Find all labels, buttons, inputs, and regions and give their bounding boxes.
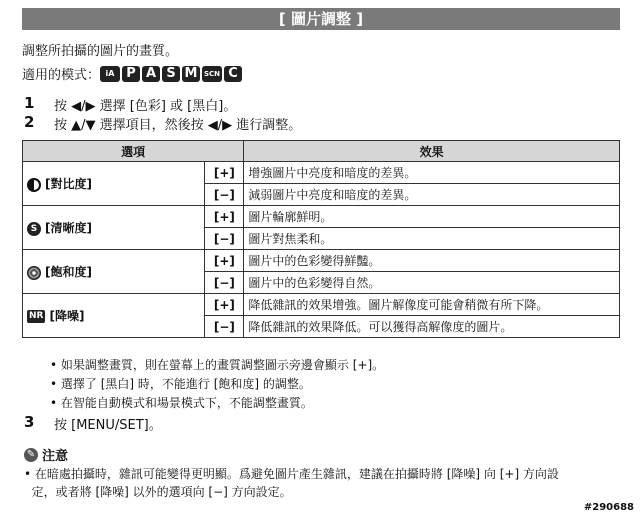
mode-a-icon: A xyxy=(142,66,160,82)
step-text: 按 ▲/▼ 選擇項目，然後按 ◀/▶ 進行調整。 xyxy=(54,118,302,133)
step-number: 1 xyxy=(24,94,35,112)
section-title: [ 圖片調整 ] xyxy=(22,8,620,30)
header-effect: 效果 xyxy=(244,141,620,162)
minus-effect: 減弱圖片中亮度和暗度的差異。 xyxy=(244,184,620,206)
effects-table xyxy=(22,140,620,338)
plus-effect: 增強圖片中亮度和暗度的差異。 xyxy=(244,162,620,184)
mode-scn-icon: SCN xyxy=(202,66,222,82)
note-line: 定，或者將 [降噪] 以外的選項向 [−] 方向設定。 xyxy=(24,485,292,499)
saturation-icon xyxy=(27,266,41,280)
mode-c-icon: C xyxy=(224,66,242,82)
table-row xyxy=(23,250,620,272)
step-text: 按 [MENU/SET]。 xyxy=(54,418,162,433)
modes-label: 適用的模式： xyxy=(22,68,101,83)
nr-icon: NR xyxy=(29,311,44,321)
plus-sign: [+] xyxy=(205,162,244,184)
option-sharpness xyxy=(23,206,205,250)
option-saturation xyxy=(23,250,205,294)
step-number: 2 xyxy=(24,113,35,131)
pencil-icon: ✎ xyxy=(24,448,38,462)
option-label: [降噪] xyxy=(49,309,85,323)
option-noise-reduction xyxy=(23,294,205,338)
plus-sign: [+] xyxy=(205,294,244,316)
mode-ia-icon: iA xyxy=(100,66,120,82)
plus-effect: 圖片中的色彩變得鮮豔。 xyxy=(244,250,620,272)
table-row xyxy=(23,206,620,228)
bullet-note: • 選擇了 [黑白] 時，不能進行 [飽和度] 的調整。 xyxy=(50,377,311,391)
minus-sign: [−] xyxy=(205,272,244,294)
bullet-note: • 如果調整畫質，則在螢幕上的畫質調整圖示旁邊會顯示 [+]。 xyxy=(50,358,385,372)
minus-sign: [−] xyxy=(205,228,244,250)
minus-sign: [−] xyxy=(205,184,244,206)
intro-text: 調整所拍攝的圖片的畫質。 xyxy=(22,44,179,59)
sharpness-icon: S xyxy=(27,222,41,236)
header-option: 選項 xyxy=(23,141,244,162)
note-heading xyxy=(24,445,68,464)
note-title: 注意 xyxy=(42,449,69,464)
table-header-row xyxy=(23,141,620,162)
plus-effect: 圖片輪廓鮮明。 xyxy=(244,206,620,228)
option-label: [對比度] xyxy=(45,177,92,191)
page-code: #290688 xyxy=(583,502,634,513)
note-line: • 在暗處拍攝時，雜訊可能變得更明顯。爲避免圖片產生雜訊，建議在拍攝時將 [降噪] 向 [+] 方向設 xyxy=(24,467,559,481)
minus-effect: 降低雜訊的效果降低。可以獲得高解像度的圖片。 xyxy=(244,316,620,338)
mode-p-icon: P xyxy=(122,66,140,82)
applicable-modes xyxy=(22,64,244,83)
table-row xyxy=(23,294,620,316)
mode-s-icon: S xyxy=(162,66,180,82)
minus-sign: [−] xyxy=(205,316,244,338)
minus-effect: 圖片對焦柔和。 xyxy=(244,228,620,250)
table-row xyxy=(23,162,620,184)
step-number: 3 xyxy=(24,413,35,431)
option-contrast xyxy=(23,162,205,206)
plus-effect: 降低雜訊的效果增強。圖片解像度可能會稍微有所下降。 xyxy=(244,294,620,316)
plus-sign: [+] xyxy=(205,206,244,228)
mode-m-icon: M xyxy=(182,66,200,82)
step-text: 按 ◀/▶ 選擇 [色彩] 或 [黑白]。 xyxy=(54,99,237,114)
contrast-icon xyxy=(27,178,41,192)
bullet-note: • 在智能自動模式和場景模式下，不能調整畫質。 xyxy=(50,396,313,410)
minus-effect: 圖片中的色彩變得自然。 xyxy=(244,272,620,294)
option-label: [飽和度] xyxy=(45,265,92,279)
option-label: [清晰度] xyxy=(45,221,92,235)
plus-sign: [+] xyxy=(205,250,244,272)
